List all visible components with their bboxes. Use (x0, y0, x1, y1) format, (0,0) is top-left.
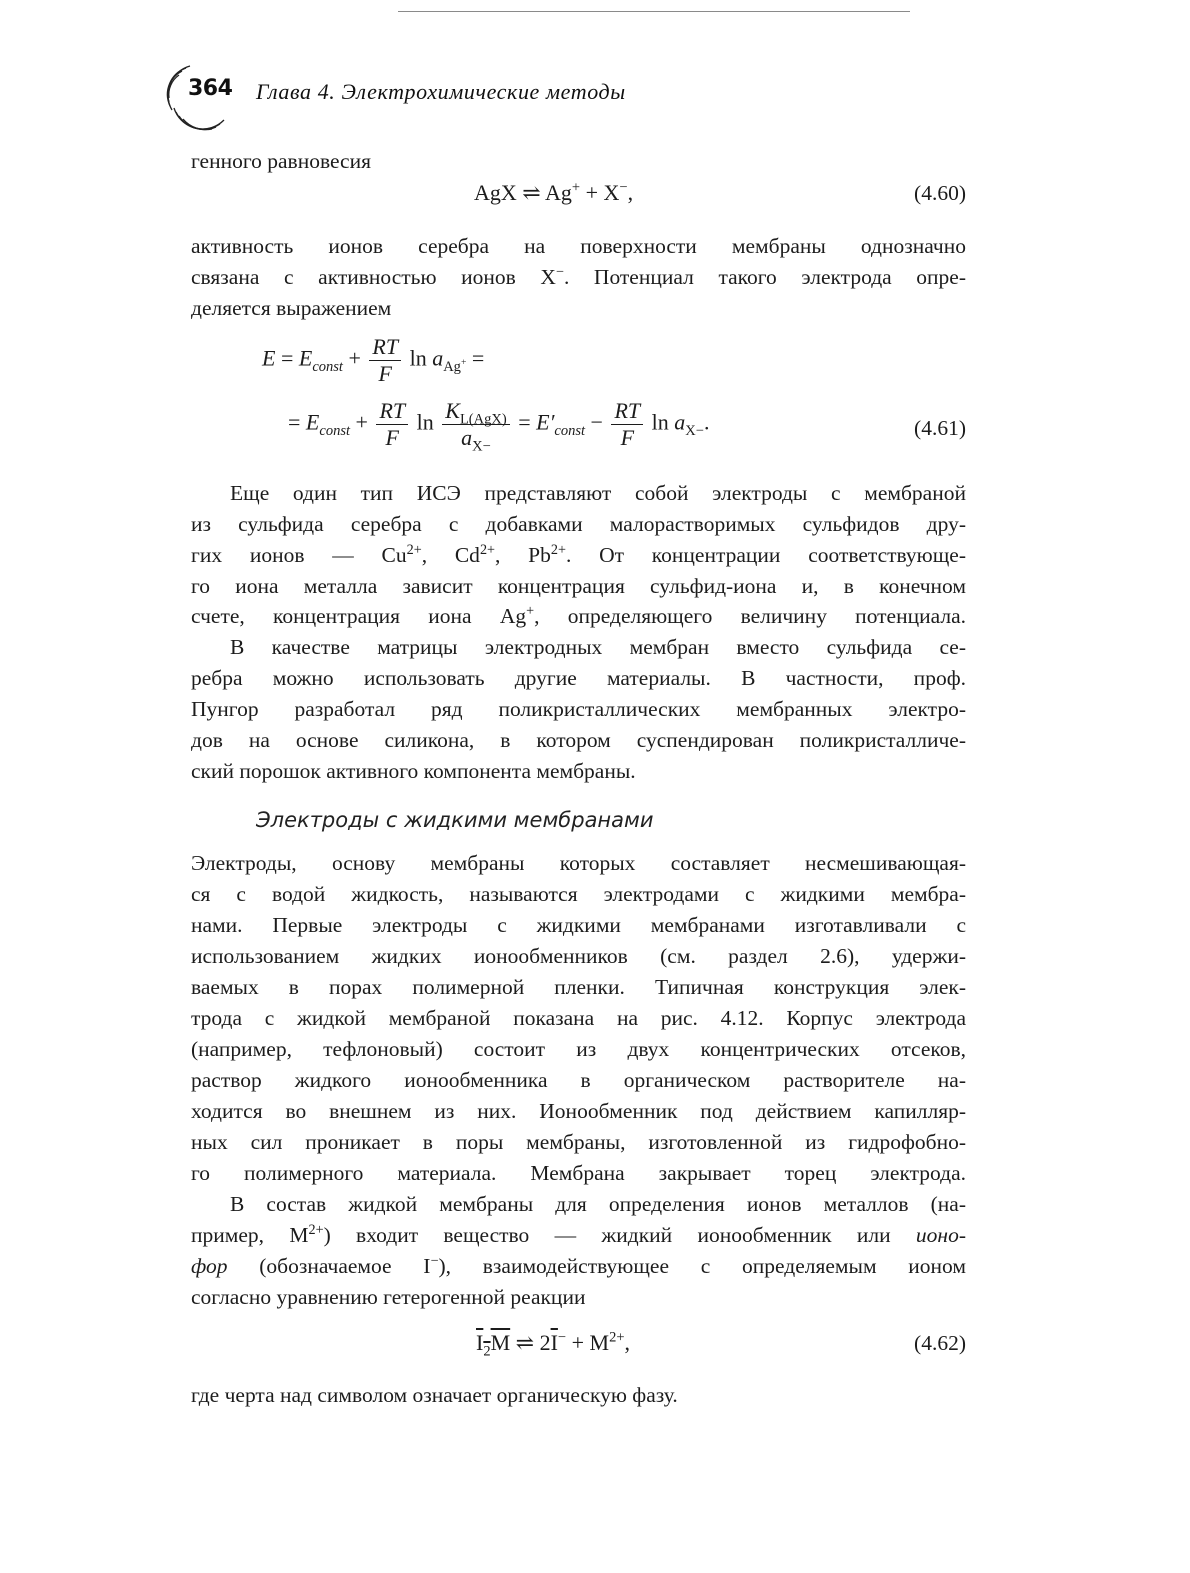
text-line: В состав жидкой мембраны для определения ионов металлов (на- (230, 1192, 966, 1216)
text-line: генного равновесия (191, 149, 371, 173)
text-line: нами. Первые электроды с жидкими мембранами изготавливали с (191, 913, 966, 937)
text-line: активность ионов серебра на поверхности мембраны однозначно (191, 234, 966, 258)
text-line: раствор жидкого ионообменника в органическом растворителе на- (191, 1068, 966, 1092)
text-line: согласно уравнению гетерогенной реакции (191, 1285, 586, 1309)
running-head: Глава 4. Электрохимические методы (256, 79, 626, 104)
text-line: ский порошок активного компонента мембраны. (191, 759, 636, 783)
text-line: дов на основе силикона, в котором суспендирован поликристалличе- (191, 728, 966, 752)
text-line: Электроды, основу мембраны которых составляет несмешивающая- (191, 851, 966, 875)
text-line: гих ионов — $Cu^{2+}$, $Cd^{2+}$, $Pb^{2+}$. От концентрации соответствующе- (191, 541, 966, 567)
equation-4-61-line1: $E = E_{const}$ + $\frac{RT}{F}$ $\ln a_{Ag^+}$ = (262, 334, 485, 386)
text-line: Пунгор разработал ряд поликристаллических мембранных электро- (191, 697, 966, 721)
text-line: го иона металла зависит концентрация сульфид-иона и, в конечном (191, 574, 966, 598)
equation-4-62: $I_2M$ ⇌ $2\overline{I}^- + M^{2+}$, (476, 1329, 631, 1360)
text-line: В качестве матрицы электродных мембран вместо сульфида се- (230, 635, 966, 659)
text-line: го полимерного материала. Мембрана закрывает торец электрода. (191, 1161, 966, 1185)
text-line: пример, $M^{2+}$) входит вещество — жидкий ионообменник или ионо- (191, 1221, 966, 1247)
text-line: из сульфида серебра с добавками малорастворимых сульфидов дру- (191, 512, 966, 536)
text-line: счете, концентрация иона Ag+, определяющего величину потенциала. (191, 602, 966, 628)
text-line: (например, тефлоновый) состоит из двух концентрических отсеков, (191, 1037, 966, 1061)
equation-4-60: AgX ⇌ Ag+ + X−, (474, 179, 634, 205)
text-line: ся с водой жидкость, называются электродами с жидкими мембра- (191, 882, 966, 906)
equation-number: (4.60) (914, 181, 966, 205)
text-line: ходится во внешнем из них. Ионообменник под действием капилляр- (191, 1099, 966, 1123)
text-line: Еще один тип ИСЭ представляют собой электроды с мембраной (230, 481, 966, 505)
text-line: ваемых в порах полимерной пленки. Типичная конструкция элек- (191, 975, 966, 999)
section-heading: Электроды с жидкими мембранами (256, 808, 654, 832)
page-header (162, 62, 922, 132)
text-line: фор (обозначаемое I−), взаимодействующее с определяемым ионом (191, 1252, 967, 1278)
page-number: 364 (188, 76, 233, 101)
equation-number: (4.61) (914, 416, 966, 440)
text-line: трода с жидкой мембраной показана на рис. 4.12. Корпус электрода (191, 1006, 966, 1030)
text-line: ребра можно использовать другие материалы. В частности, проф. (191, 666, 966, 690)
text-line: где черта над символом означает органическую фазу. (191, 1383, 678, 1407)
text-line: связана с активностью ионов X−. Потенциал такого электрода опре- (191, 263, 966, 289)
text-line: ных сил проникает в поры мембраны, изготовленной из гидрофобно- (191, 1130, 966, 1154)
text-line: деляется выражением (191, 296, 392, 320)
text-line: использованием жидких ионообменников (см. раздел 2.6), удержи- (191, 944, 966, 968)
top-rule (398, 11, 910, 12)
equation-4-61-line2: = $E_{const}$ + $\frac{RT}{F}$ ln $\frac{K_{L(AgX)}}{a_{X-}}$ = $E'_{const}$ − $\frac{RT}{F}$ $\ln a_{X-}$. (288, 398, 710, 455)
equation-number: (4.62) (914, 1331, 966, 1355)
